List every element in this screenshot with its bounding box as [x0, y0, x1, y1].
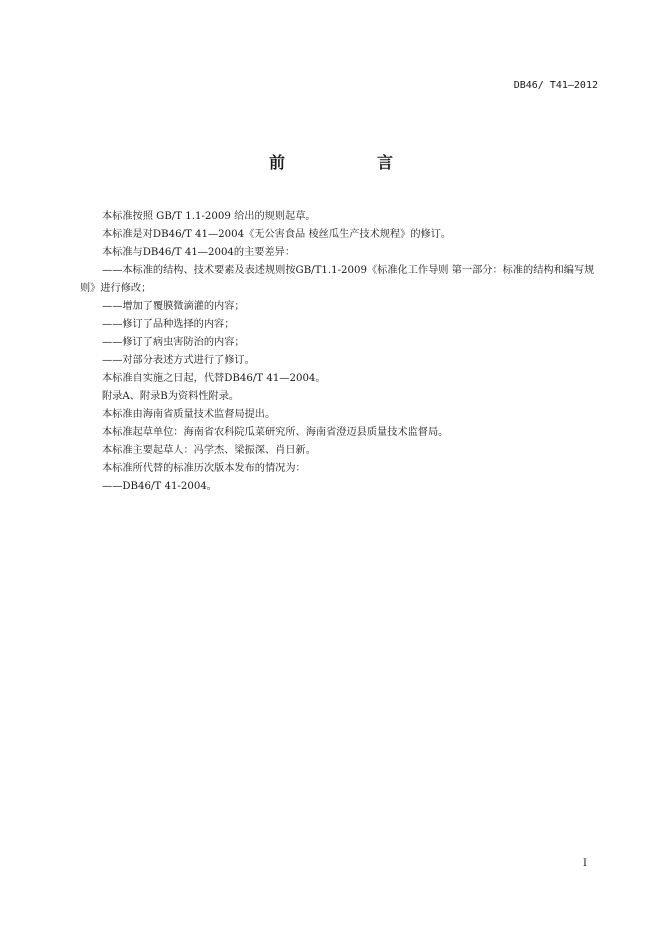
page-number: I: [583, 858, 587, 869]
paragraph-appendices: 附录A、附录B为资料性附录。: [102, 391, 240, 402]
paragraph-revision-of: 本标准是对DB46/T 41—2004《无公害食品 棱丝瓜生产技术规程》的修订。: [102, 229, 452, 240]
standard-code-header: DB46/ T41—2012: [513, 80, 598, 91]
paragraph-proposed-by: 本标准由海南省质量技术监督局提出。: [102, 409, 276, 420]
paragraph-main-differences: 本标准与DB46/T 41—2004的主要差异：: [102, 247, 296, 258]
paragraph-previous-editions: 本标准所代替的标准历次版本发布的情况为：: [102, 463, 306, 474]
paragraph-drafting-rules: 本标准按照 GB/T 1.1-2009 给出的规则起草。: [102, 211, 316, 222]
page-title: 前 言: [268, 153, 431, 172]
paragraph-difference-pest-control: ——修订了病虫害防治的内容；: [102, 337, 245, 348]
paragraph-difference-variety: ——修订了品种选择的内容；: [102, 319, 235, 330]
paragraph-replaces: 本标准自实施之日起，代替DB46/T 41—2004。: [102, 373, 326, 384]
paragraph-difference-drip-irrigation: ——增加了覆膜微滴灌的内容；: [102, 301, 245, 312]
paragraph-drafting-units: 本标准起草单位：海南省农科院瓜菜研究所、海南省澄迈县质量技术监督局。: [102, 427, 449, 438]
foreword-body: [80, 208, 600, 496]
paragraph-difference-structure: ——本标准的结构、技术要素及表述规则按GB/T1.1-2009《标准化工作导则 第一部分：标准的结构和编写规则》进行修改；: [80, 265, 595, 294]
paragraph-drafters: 本标准主要起草人：冯学杰、梁振深、肖日新。: [102, 445, 316, 456]
paragraph-difference-wording: ——对部分表述方式进行了修订。: [102, 355, 255, 366]
paragraph-previous-edition-item: ——DB46/T 41-2004。: [102, 481, 217, 492]
